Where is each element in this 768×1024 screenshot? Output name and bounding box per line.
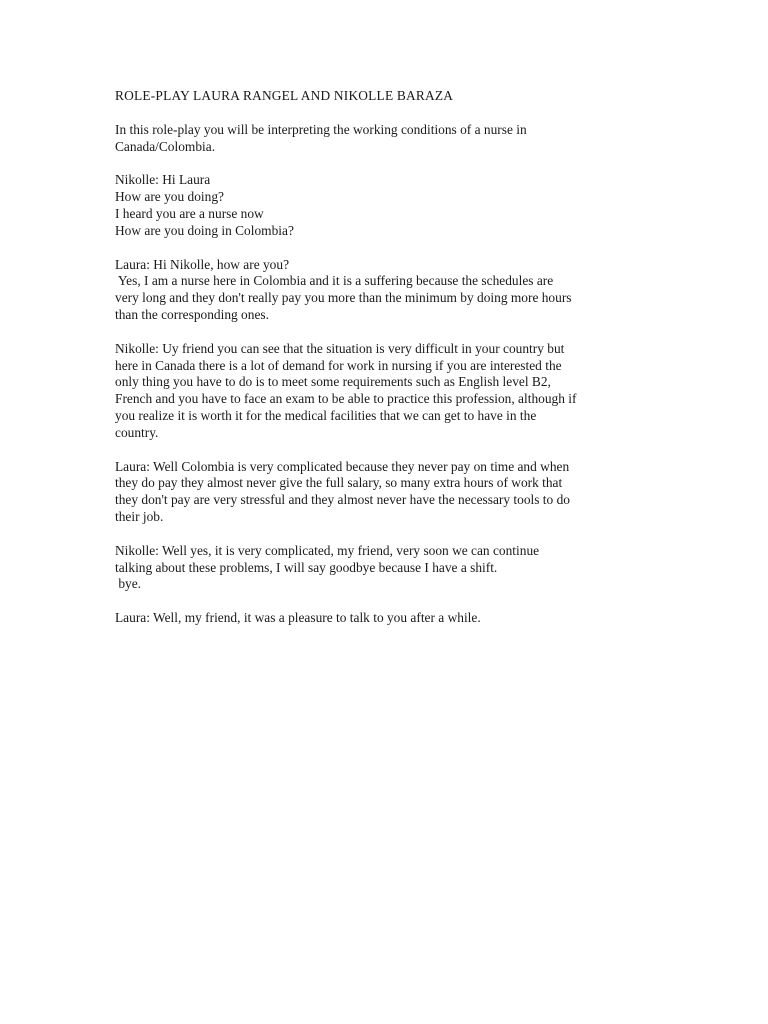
paragraph-laura-2: [115, 459, 655, 526]
text-line: they do pay they almost never give the full salary, so many extra hours of work that: [115, 475, 563, 491]
text-line: talking about these problems, I will say goodbye because I have a shift.: [115, 559, 498, 575]
text-line: Nikolle: Uy friend you can see that the situation is very difficult in your country but: [115, 340, 565, 356]
text-line: Yes, I am a nurse here in Colombia and it is a suffering because the schedules are: [115, 273, 554, 289]
text-line: Canada/Colombia.: [115, 138, 216, 154]
text-line: very long and they don't really pay you more than the minimum by doing more hours: [115, 290, 572, 306]
text-line: Laura: Hi Nikolle, how are you?: [115, 256, 290, 272]
text-line: In this role-play you will be interpreting the working conditions of a nurse in: [115, 121, 527, 137]
text-line: How are you doing in Colombia?: [115, 222, 294, 238]
paragraph-nikolle-2: [115, 341, 655, 442]
paragraph-laura-1: [115, 257, 655, 324]
paragraph-laura-3: [115, 610, 655, 627]
paragraph-nikolle-1: [115, 172, 655, 239]
text-line: How are you doing?: [115, 189, 224, 205]
document-title: ROLE-PLAY LAURA RANGEL AND NIKOLLE BARAZA: [115, 88, 454, 103]
text-line: French and you have to face an exam to be able to practice this profession, although if: [115, 391, 577, 407]
text-line: only thing you have to do is to meet some requirements such as English level B2,: [115, 374, 551, 390]
text-line: you realize it is worth it for the medical facilities that we can get to have in the: [115, 407, 537, 423]
text-line: Laura: Well Colombia is very complicated because they never pay on time and when: [115, 458, 570, 474]
paragraph-intro: [115, 122, 655, 156]
text-line: Laura: Well, my friend, it was a pleasure to talk to you after a while.: [115, 610, 481, 626]
text-line: Nikolle: Well yes, it is very complicated, my friend, very soon we can continue: [115, 542, 540, 558]
text-line: their job.: [115, 508, 164, 524]
text-line: Nikolle: Hi Laura: [115, 172, 211, 188]
text-line: they don't pay are very stressful and they almost never have the necessary tools to do: [115, 492, 570, 508]
text-line: bye.: [115, 576, 142, 592]
text-line: here in Canada there is a lot of demand for work in nursing if you are interested the: [115, 357, 562, 373]
text-line: than the corresponding ones.: [115, 306, 269, 322]
paragraph-nikolle-3: [115, 543, 655, 593]
text-line: country.: [115, 424, 159, 440]
document-body: [115, 88, 655, 644]
text-line: I heard you are a nurse now: [115, 205, 264, 221]
